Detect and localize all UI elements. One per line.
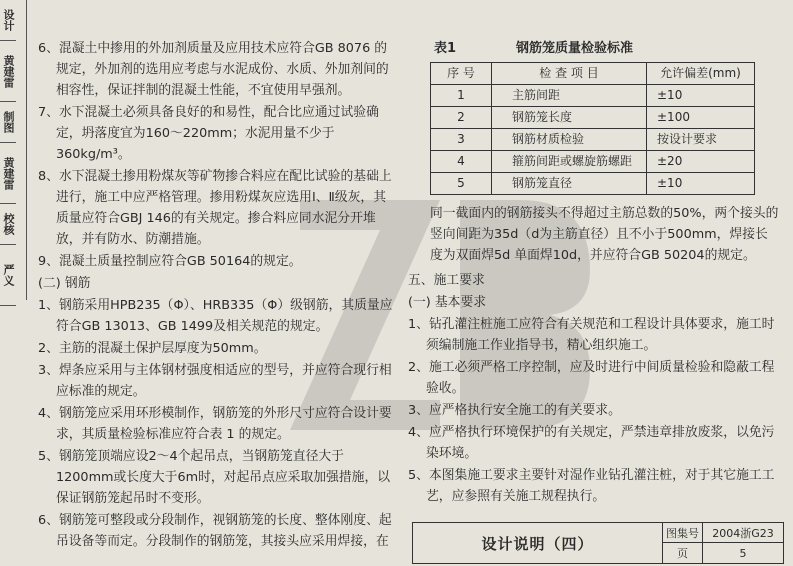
basic-requirements-heading: (一) 基本要求	[408, 295, 487, 310]
cell-tolerance: ±10	[647, 173, 755, 195]
requirement-item-5: 5、本图集施工要求主要针对湿作业钻孔灌注桩，对于其它施工工艺，应参照有关施工规程执行。	[408, 468, 775, 504]
cell-item: 箍筋间距或螺旋筋螺距	[492, 151, 647, 173]
table-row	[431, 107, 755, 129]
cell-tolerance: ±100	[647, 107, 755, 129]
side-signature-design: 黄建雷	[0, 41, 16, 102]
table-title: 钢筋笼质量检验标准	[516, 41, 634, 56]
concrete-item-8: 8、水下混凝土掺用粉煤灰等矿物掺合料应在配比试验的基础上进行，施工中应严格管理。掺用粉煤灰应选用Ⅰ、Ⅱ级灰，其质量应符合GBJ 146的有关规定。掺合料应同水泥分开堆放，并有防水、防潮措施。	[38, 169, 392, 247]
header-item: 检 查 项 目	[492, 63, 647, 85]
construction-section-heading: 五、施工要求	[408, 273, 485, 288]
left-column	[38, 38, 393, 553]
cell-tolerance: ±10	[647, 85, 755, 107]
concrete-item-9: 9、混凝土质量控制应符合GB 50164的规定。	[38, 254, 302, 269]
concrete-item-7: 7、水下混凝土必须具备良好的和易性，配合比应通过试验确定，坍落度宜为160～220mm；水泥用量不少于360kg/m³。	[38, 105, 379, 162]
table-row	[431, 129, 755, 151]
drawing-title: 设计说明（四）	[413, 523, 663, 563]
table-row	[431, 151, 755, 173]
side-label-design: 设计	[0, 0, 16, 41]
right-column	[408, 38, 780, 508]
side-signature-drawing: 黄建雷	[0, 143, 16, 204]
cell-item: 钢筋笼长度	[492, 107, 647, 129]
rebar-section-heading: (二) 钢筋	[38, 276, 91, 291]
side-label-check: 校核	[0, 204, 16, 245]
rebar-item-6: 6、钢筋笼可整段或分段制作，视钢筋笼的长度、整体刚度、起吊设备等而定。分段制作的钢筋笼，其接头应采用焊接，在	[38, 513, 392, 549]
cell-no: 5	[431, 173, 492, 195]
cell-no: 1	[431, 85, 492, 107]
rebar-item-3: 3、焊条应采用与主体钢材强度相适应的型号，并应符合现行相应标准的规定。	[38, 363, 392, 399]
rebar-item-6-continued: 同一截面内的钢筋接头不得超过主筋总数的50%，两个接头的竖向间距为35d（d为主筋直径）且不小于500mm，焊接长度为双面焊5d 单面焊10d，并应符合GB 50204的规定。	[430, 206, 779, 263]
cell-tolerance: 按设计要求	[647, 129, 755, 151]
header-no: 序 号	[431, 63, 492, 85]
cell-item: 钢筋材质检验	[492, 129, 647, 151]
atlas-label: 图集号	[663, 523, 703, 543]
requirement-item-4: 4、应严格执行环境保护的有关规定，严禁违章排放废浆，以免污染环境。	[408, 425, 775, 461]
table-caption	[434, 38, 780, 59]
side-signature-check: 严义	[0, 245, 16, 306]
cell-no: 4	[431, 151, 492, 173]
requirement-item-3: 3、应严格执行安全施工的有关要求。	[408, 403, 621, 418]
quality-table	[430, 62, 755, 195]
signature-strip	[0, 0, 27, 300]
requirement-item-2: 2、施工必须严格工序控制，应及时进行中间质量检验和隐蔽工程验收。	[408, 360, 775, 396]
cell-item: 主筋间距	[492, 85, 647, 107]
rebar-item-2: 2、主筋的混凝土保护层厚度为50mm。	[38, 341, 267, 356]
page-number: 5	[739, 546, 747, 560]
title-block-meta	[663, 523, 783, 563]
concrete-item-6: 6、混凝土中掺用的外加剂质量及应用技术应符合GB 8076 的规定，外加剂的选用应考虑与水泥成份、水质、外加剂间的相容性，保证拌制的混凝土性能，不宜使用早强剂。	[38, 41, 389, 98]
atlas-number: 2004浙G23	[703, 523, 783, 543]
table-row	[431, 173, 755, 195]
table-header-row	[431, 63, 755, 85]
header-tolerance: 允许偏差(mm)	[647, 63, 755, 85]
cell-item: 钢筋笼直径	[492, 173, 647, 195]
table-label: 表1	[434, 41, 457, 56]
rebar-item-4: 4、钢筋笼应采用环形模制作，钢筋笼的外形尺寸应符合设计要求，其质量检验标准应符合表 1 的规定。	[38, 406, 392, 442]
cell-no: 3	[431, 129, 492, 151]
rebar-item-5: 5、钢筋笼顶端应设2～4个起吊点，当钢筋笼直径大于1200mm或长度大于6m时，对起吊点应采取加强措施，以保证钢筋笼起吊时不变形。	[38, 449, 391, 506]
cell-no: 2	[431, 107, 492, 129]
cell-tolerance: ±20	[647, 151, 755, 173]
table-row	[431, 85, 755, 107]
requirement-item-1: 1、钻孔灌注桩施工应符合有关规范和工程设计具体要求，施工时须编制施工作业指导书，精心组织施工。	[408, 317, 775, 353]
rebar-item-1: 1、钢筋采用HPB235（Φ）、HRB335（Φ）级钢筋，其质量应符合GB 13013、GB 1499及相关规范的规定。	[38, 298, 393, 334]
title-block	[412, 522, 784, 564]
page-label: 页	[663, 543, 703, 563]
side-label-drawing: 制图	[0, 102, 16, 143]
